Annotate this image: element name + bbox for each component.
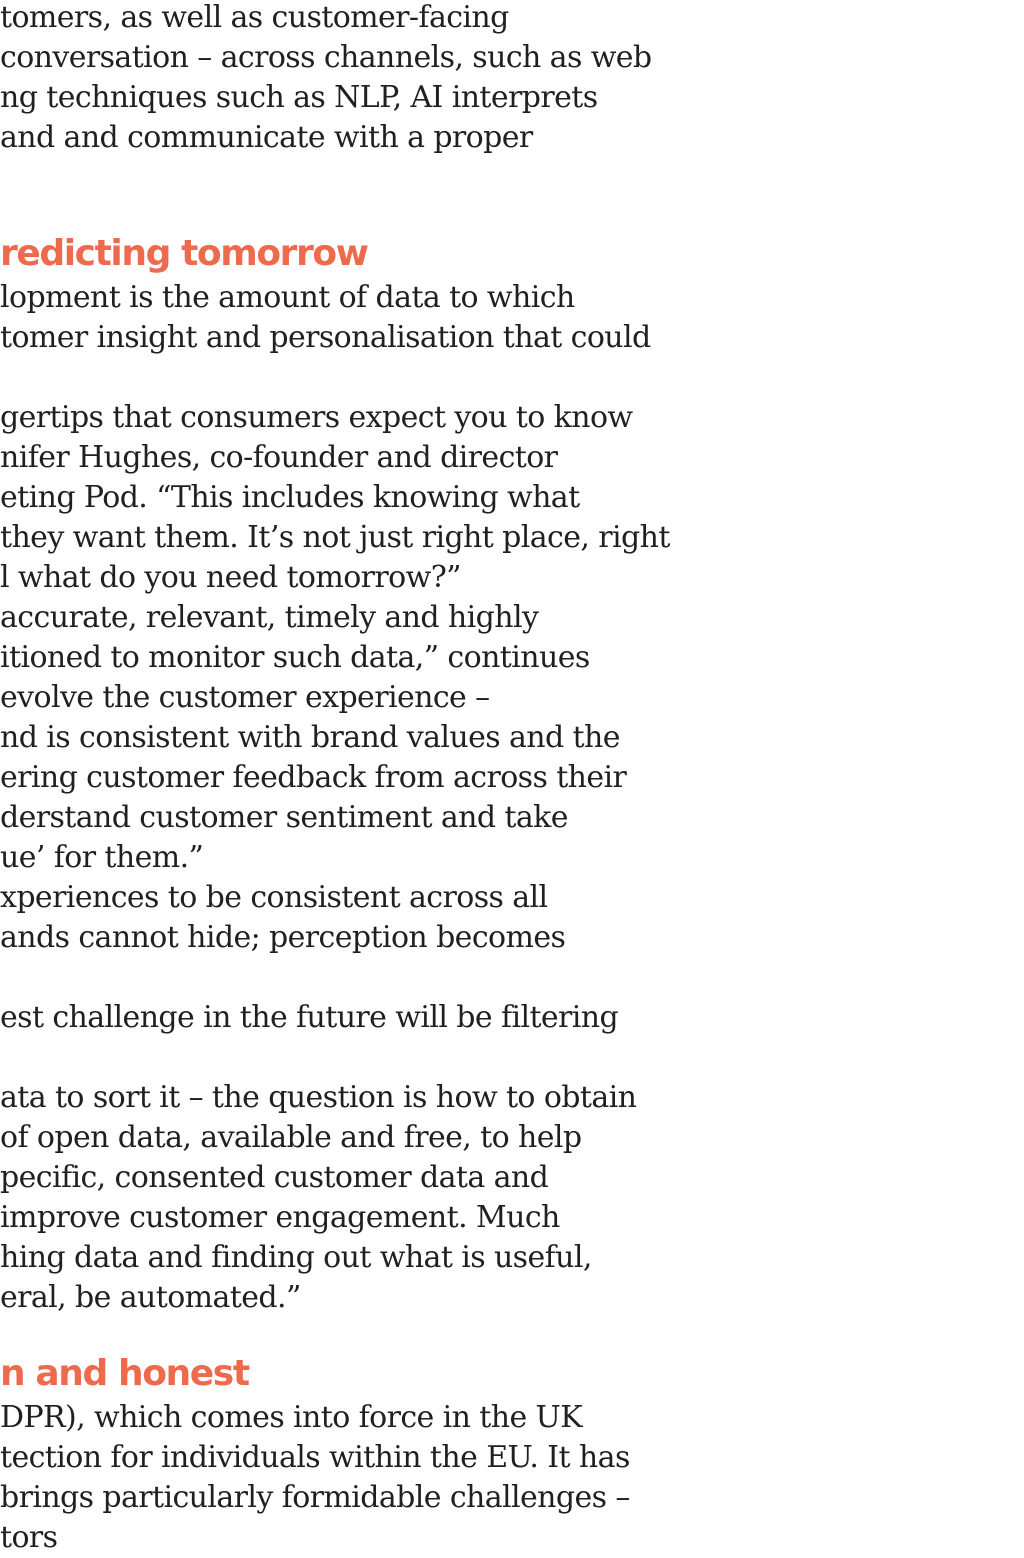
body-line: they want them. It’s not just right place, right xyxy=(0,520,670,555)
body-line: DPR), which comes into force in the UK xyxy=(0,1400,583,1435)
intro-line-2: conversation – across channels, such as web xyxy=(0,40,652,75)
body-line: ering customer feedback from across their xyxy=(0,760,627,795)
body-line: ue’ for them.” xyxy=(0,840,204,875)
body-line: accurate, relevant, timely and highly xyxy=(0,600,539,635)
body-line: derstand customer sentiment and take xyxy=(0,800,568,835)
body-line: gertips that consumers expect you to know xyxy=(0,400,633,435)
body-line: eting Pod. “This includes knowing what xyxy=(0,480,580,515)
section-heading-open-and-honest: n and honest xyxy=(0,1353,249,1394)
body-line: eral, be automated.” xyxy=(0,1280,301,1315)
body-line: tomer insight and personalisation that could xyxy=(0,320,651,355)
body-line: evolve the customer experience – xyxy=(0,680,490,715)
body-line: pecific, consented customer data and xyxy=(0,1160,549,1195)
intro-line-4: and and communicate with a proper xyxy=(0,120,533,155)
body-line: tection for individuals within the EU. It has xyxy=(0,1440,630,1475)
intro-line-3: ng techniques such as NLP, AI interprets xyxy=(0,80,598,115)
body-line: ata to sort it – the question is how to obtain xyxy=(0,1080,637,1115)
body-line: itioned to monitor such data,” continues xyxy=(0,640,590,675)
intro-line-1: tomers, as well as customer-facing xyxy=(0,0,509,35)
body-line: lopment is the amount of data to which xyxy=(0,280,575,315)
body-line: hing data and finding out what is useful, xyxy=(0,1240,592,1275)
body-line: nd is consistent with brand values and the xyxy=(0,720,620,755)
section-heading-predicting-tomorrow: redicting tomorrow xyxy=(0,233,368,274)
body-line: of open data, available and free, to help xyxy=(0,1120,582,1155)
body-line: improve customer engagement. Much xyxy=(0,1200,560,1235)
body-line: ands cannot hide; perception becomes xyxy=(0,920,566,955)
body-line: xperiences to be consistent across all xyxy=(0,880,548,915)
body-line: nifer Hughes, co-founder and director xyxy=(0,440,558,475)
body-line: est challenge in the future will be filtering xyxy=(0,1000,619,1035)
body-line: brings particularly formidable challenges – xyxy=(0,1480,630,1515)
body-line: l what do you need tomorrow?” xyxy=(0,560,461,595)
body-line-cut-off: tors xyxy=(0,1520,58,1555)
